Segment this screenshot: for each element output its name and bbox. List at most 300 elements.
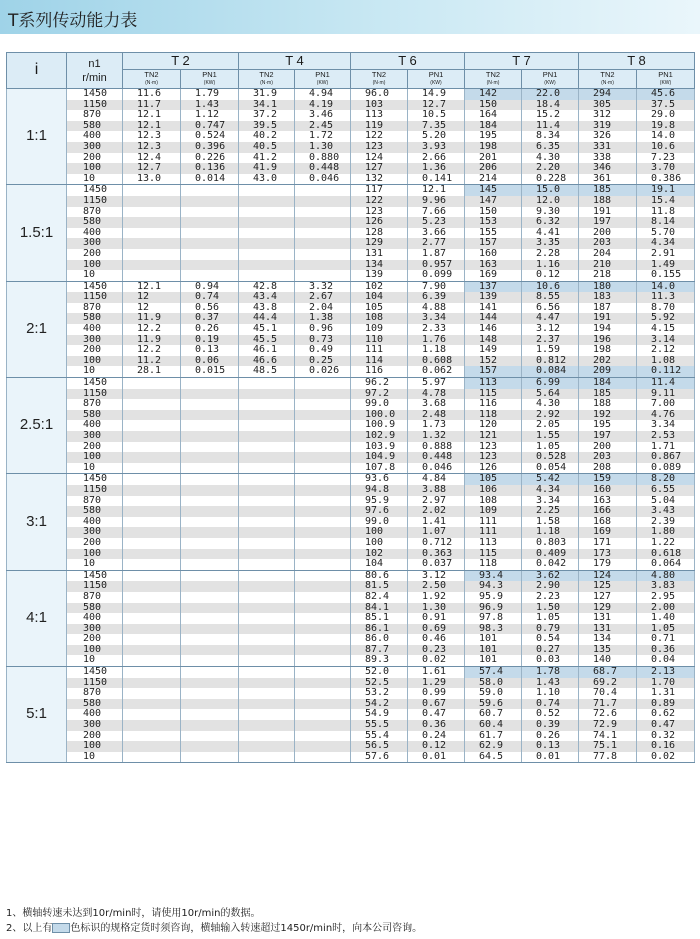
- speed-cell: 1150: [67, 196, 123, 207]
- value-cell: 361: [579, 174, 637, 185]
- value-cell: 3.62: [522, 570, 579, 581]
- speed-cell: 870: [67, 592, 123, 603]
- value-cell: 0.084: [522, 366, 579, 377]
- value-cell: 2.77: [408, 238, 465, 249]
- value-cell: [123, 624, 181, 635]
- value-cell: 108: [351, 313, 408, 324]
- value-cell: 105: [351, 303, 408, 314]
- value-cell: 0.13: [181, 345, 239, 356]
- value-cell: [123, 410, 181, 421]
- table-row: [7, 655, 695, 666]
- value-cell: [295, 517, 351, 528]
- value-cell: 294: [579, 89, 637, 100]
- value-cell: 46.6: [239, 356, 295, 367]
- value-cell: [123, 655, 181, 666]
- table-row: [7, 634, 695, 645]
- table-row: [7, 613, 695, 624]
- value-cell: [239, 410, 295, 421]
- table-row: [7, 324, 695, 335]
- value-cell: [295, 678, 351, 689]
- page-title: T系列传动能力表: [8, 11, 138, 31]
- torque-label: TN2: [371, 70, 387, 79]
- value-cell: [295, 228, 351, 239]
- value-cell: 4.19: [295, 100, 351, 111]
- value-cell: 0.037: [408, 559, 465, 570]
- value-cell: 0.026: [295, 366, 351, 377]
- speed-cell: 100: [67, 645, 123, 656]
- value-cell: 0.19: [181, 335, 239, 346]
- value-cell: [123, 452, 181, 463]
- table-row: [7, 463, 695, 474]
- value-cell: 166: [579, 506, 637, 517]
- speed-cell: 580: [67, 313, 123, 324]
- value-cell: [123, 731, 181, 742]
- value-cell: 39.5: [239, 121, 295, 132]
- value-cell: 60.4: [465, 720, 522, 731]
- value-cell: 8.55: [522, 292, 579, 303]
- value-cell: 11.7: [123, 100, 181, 111]
- value-cell: 53.2: [351, 688, 408, 699]
- value-cell: 184: [579, 378, 637, 389]
- value-cell: 196: [579, 335, 637, 346]
- value-cell: 1.71: [637, 442, 695, 453]
- header-input-speed-label: n1 r/min: [82, 57, 107, 84]
- value-cell: [181, 217, 239, 228]
- value-cell: 12: [123, 292, 181, 303]
- value-cell: 97.8: [465, 613, 522, 624]
- value-cell: [123, 270, 181, 281]
- value-cell: 2.05: [522, 420, 579, 431]
- value-cell: 0.96: [295, 324, 351, 335]
- value-cell: 148: [465, 335, 522, 346]
- value-cell: 198: [579, 345, 637, 356]
- value-cell: [181, 270, 239, 281]
- value-cell: [295, 624, 351, 635]
- table-row: [7, 624, 695, 635]
- value-cell: 57.6: [351, 752, 408, 763]
- table-row: [7, 270, 695, 281]
- value-cell: 106: [465, 485, 522, 496]
- table-row: [7, 752, 695, 763]
- value-cell: 101: [465, 655, 522, 666]
- value-cell: 93.6: [351, 474, 408, 485]
- value-cell: [123, 389, 181, 400]
- value-cell: [181, 485, 239, 496]
- value-cell: 111: [351, 345, 408, 356]
- value-cell: 2.12: [637, 345, 695, 356]
- speed-cell: 1450: [67, 378, 123, 389]
- value-cell: 15.2: [522, 110, 579, 121]
- value-cell: 3.34: [637, 420, 695, 431]
- value-cell: 2.50: [408, 581, 465, 592]
- speed-cell: 580: [67, 217, 123, 228]
- value-cell: [181, 517, 239, 528]
- value-cell: 96.9: [465, 603, 522, 614]
- value-cell: 1.16: [522, 260, 579, 271]
- speed-cell: 580: [67, 410, 123, 421]
- value-cell: [295, 603, 351, 614]
- speed-cell: 10: [67, 174, 123, 185]
- value-cell: 4.78: [408, 389, 465, 400]
- speed-cell: 870: [67, 110, 123, 121]
- value-cell: 2.04: [295, 303, 351, 314]
- value-cell: [123, 485, 181, 496]
- value-cell: 1.87: [408, 249, 465, 260]
- value-cell: [239, 442, 295, 453]
- ratio-cell: 1.5:1: [7, 185, 67, 281]
- value-cell: 2.00: [637, 603, 695, 614]
- value-cell: 0.74: [181, 292, 239, 303]
- value-cell: 82.4: [351, 592, 408, 603]
- table-row: [7, 238, 695, 249]
- value-cell: 113: [465, 378, 522, 389]
- value-cell: 191: [579, 313, 637, 324]
- value-cell: 0.136: [181, 163, 239, 174]
- value-cell: 4.30: [522, 399, 579, 410]
- value-cell: 0.409: [522, 549, 579, 560]
- value-cell: 8.20: [637, 474, 695, 485]
- value-cell: 152: [465, 356, 522, 367]
- value-cell: [295, 420, 351, 431]
- value-cell: [123, 613, 181, 624]
- value-cell: 1.80: [637, 527, 695, 538]
- value-cell: [123, 217, 181, 228]
- torque-unit: (N·m): [486, 80, 500, 86]
- value-cell: 111: [465, 517, 522, 528]
- value-cell: 94.8: [351, 485, 408, 496]
- value-cell: 2.66: [408, 153, 465, 164]
- value-cell: [295, 731, 351, 742]
- value-cell: 9.11: [637, 389, 695, 400]
- value-cell: 0.46: [408, 634, 465, 645]
- table-row: [7, 496, 695, 507]
- value-cell: 80.6: [351, 570, 408, 581]
- value-cell: 107.8: [351, 463, 408, 474]
- value-cell: 0.867: [637, 452, 695, 463]
- value-cell: [181, 389, 239, 400]
- value-cell: [239, 496, 295, 507]
- value-cell: 1.05: [522, 613, 579, 624]
- value-cell: [295, 752, 351, 763]
- value-cell: 1.43: [522, 678, 579, 689]
- table-row: [7, 474, 695, 485]
- value-cell: 6.39: [408, 292, 465, 303]
- ratio-cell: 2:1: [7, 281, 67, 377]
- highlight-swatch: [52, 923, 70, 933]
- value-cell: 195: [579, 420, 637, 431]
- value-cell: 129: [579, 603, 637, 614]
- value-cell: 85.1: [351, 613, 408, 624]
- value-cell: 135: [579, 645, 637, 656]
- value-cell: 0.089: [637, 463, 695, 474]
- value-cell: [181, 260, 239, 271]
- value-cell: 4.80: [637, 570, 695, 581]
- value-cell: [181, 667, 239, 678]
- torque-unit: (N·m): [260, 80, 273, 86]
- table-row: [7, 581, 695, 592]
- speed-cell: 580: [67, 699, 123, 710]
- speed-cell: 10: [67, 655, 123, 666]
- value-cell: 210: [579, 260, 637, 271]
- speed-cell: 1150: [67, 485, 123, 496]
- value-cell: [295, 592, 351, 603]
- value-cell: 0.015: [181, 366, 239, 377]
- value-cell: 2.90: [522, 581, 579, 592]
- value-cell: 1.78: [522, 667, 579, 678]
- value-cell: [239, 217, 295, 228]
- value-cell: 2.39: [637, 517, 695, 528]
- value-cell: 41.9: [239, 163, 295, 174]
- value-cell: 160: [579, 485, 637, 496]
- value-cell: [239, 709, 295, 720]
- value-cell: 1.50: [522, 603, 579, 614]
- value-cell: 5.64: [522, 389, 579, 400]
- value-cell: [123, 496, 181, 507]
- value-cell: [123, 570, 181, 581]
- value-cell: [295, 185, 351, 196]
- table-row: [7, 260, 695, 271]
- value-cell: [181, 678, 239, 689]
- value-cell: [123, 238, 181, 249]
- value-cell: 10.6: [522, 281, 579, 292]
- value-cell: 12.3: [123, 142, 181, 153]
- value-cell: [181, 752, 239, 763]
- value-cell: 13.0: [123, 174, 181, 185]
- value-cell: [239, 752, 295, 763]
- value-cell: 201: [465, 153, 522, 164]
- value-cell: 12.7: [408, 100, 465, 111]
- value-cell: 77.8: [579, 752, 637, 763]
- value-cell: [123, 592, 181, 603]
- value-cell: 0.396: [181, 142, 239, 153]
- value-cell: 1.61: [408, 667, 465, 678]
- value-cell: 14.9: [408, 89, 465, 100]
- value-cell: 86.1: [351, 624, 408, 635]
- value-cell: 1.59: [522, 345, 579, 356]
- value-cell: 1.49: [637, 260, 695, 271]
- table-row: [7, 89, 695, 100]
- value-cell: 0.52: [522, 709, 579, 720]
- value-cell: 19.1: [637, 185, 695, 196]
- speed-cell: 100: [67, 741, 123, 752]
- value-cell: 104: [351, 559, 408, 570]
- value-cell: [181, 655, 239, 666]
- value-cell: [239, 720, 295, 731]
- value-cell: 0.226: [181, 153, 239, 164]
- value-cell: 127: [351, 163, 408, 174]
- value-cell: [239, 474, 295, 485]
- value-cell: [181, 549, 239, 560]
- speed-cell: 10: [67, 270, 123, 281]
- value-cell: 45.6: [637, 89, 695, 100]
- speed-cell: 200: [67, 345, 123, 356]
- value-cell: 72.9: [579, 720, 637, 731]
- value-cell: 0.880: [295, 153, 351, 164]
- value-cell: [181, 624, 239, 635]
- value-cell: 0.054: [522, 463, 579, 474]
- speed-cell: 100: [67, 163, 123, 174]
- value-cell: 0.67: [408, 699, 465, 710]
- value-cell: 208: [579, 463, 637, 474]
- value-cell: 103: [351, 100, 408, 111]
- value-cell: [239, 517, 295, 528]
- table-row: [7, 207, 695, 218]
- speed-cell: 300: [67, 527, 123, 538]
- table-row: [7, 303, 695, 314]
- value-cell: 150: [465, 207, 522, 218]
- value-cell: 0.69: [408, 624, 465, 635]
- value-cell: 338: [579, 153, 637, 164]
- value-cell: 139: [351, 270, 408, 281]
- value-cell: 0.228: [522, 174, 579, 185]
- value-cell: 0.24: [408, 731, 465, 742]
- value-cell: [123, 517, 181, 528]
- value-cell: [239, 538, 295, 549]
- speed-cell: 1150: [67, 678, 123, 689]
- value-cell: 4.47: [522, 313, 579, 324]
- value-cell: 2.20: [522, 163, 579, 174]
- value-cell: [181, 207, 239, 218]
- speed-cell: 200: [67, 153, 123, 164]
- value-cell: 2.23: [522, 592, 579, 603]
- value-cell: 40.5: [239, 142, 295, 153]
- value-cell: 11.4: [522, 121, 579, 132]
- value-cell: [123, 645, 181, 656]
- value-cell: 183: [579, 292, 637, 303]
- value-cell: 0.79: [522, 624, 579, 635]
- value-cell: 108: [465, 496, 522, 507]
- value-cell: 81.5: [351, 581, 408, 592]
- value-cell: 1.38: [295, 313, 351, 324]
- value-cell: [239, 260, 295, 271]
- value-cell: 54.2: [351, 699, 408, 710]
- value-cell: [123, 538, 181, 549]
- value-cell: [123, 752, 181, 763]
- speed-cell: 100: [67, 356, 123, 367]
- value-cell: 61.7: [465, 731, 522, 742]
- table-row: [7, 431, 695, 442]
- value-cell: 56.5: [351, 741, 408, 752]
- value-cell: [239, 603, 295, 614]
- value-cell: 14.0: [637, 281, 695, 292]
- table-row: [7, 366, 695, 377]
- value-cell: 19.8: [637, 121, 695, 132]
- value-cell: 6.56: [522, 303, 579, 314]
- value-cell: 155: [465, 228, 522, 239]
- power-label: PN1: [315, 70, 330, 79]
- value-cell: 101: [465, 634, 522, 645]
- table-row: [7, 452, 695, 463]
- value-cell: [239, 463, 295, 474]
- value-cell: [181, 613, 239, 624]
- header-model-t4: T 4: [239, 53, 351, 70]
- speed-cell: 580: [67, 603, 123, 614]
- value-cell: [239, 238, 295, 249]
- value-cell: [239, 613, 295, 624]
- value-cell: 0.26: [522, 731, 579, 742]
- value-cell: 8.14: [637, 217, 695, 228]
- value-cell: 218: [579, 270, 637, 281]
- value-cell: 43.8: [239, 303, 295, 314]
- value-cell: 3.34: [522, 496, 579, 507]
- value-cell: [295, 431, 351, 442]
- value-cell: 153: [465, 217, 522, 228]
- value-cell: 1.08: [637, 356, 695, 367]
- header-torque: [351, 70, 408, 89]
- value-cell: 188: [579, 399, 637, 410]
- speed-cell: 400: [67, 613, 123, 624]
- value-cell: [295, 442, 351, 453]
- value-cell: 102.9: [351, 431, 408, 442]
- value-cell: 3.32: [295, 281, 351, 292]
- value-cell: [295, 249, 351, 260]
- value-cell: [239, 688, 295, 699]
- value-cell: 0.89: [637, 699, 695, 710]
- value-cell: 131: [579, 624, 637, 635]
- value-cell: 94.3: [465, 581, 522, 592]
- value-cell: 74.1: [579, 731, 637, 742]
- table-row: [7, 720, 695, 731]
- value-cell: [123, 474, 181, 485]
- value-cell: 44.4: [239, 313, 295, 324]
- ratio-cell: 1:1: [7, 89, 67, 185]
- speed-cell: 10: [67, 559, 123, 570]
- header-power: [637, 70, 695, 89]
- value-cell: 7.90: [408, 281, 465, 292]
- value-cell: 4.34: [637, 238, 695, 249]
- value-cell: [123, 228, 181, 239]
- speed-cell: 870: [67, 399, 123, 410]
- table-row: [7, 410, 695, 421]
- value-cell: [295, 399, 351, 410]
- value-cell: 4.41: [522, 228, 579, 239]
- value-cell: [295, 238, 351, 249]
- speed-cell: 300: [67, 431, 123, 442]
- header-torque: [239, 70, 295, 89]
- power-label: PN1: [428, 70, 444, 79]
- value-cell: 10.5: [408, 110, 465, 121]
- value-cell: 55.5: [351, 720, 408, 731]
- value-cell: 0.71: [637, 634, 695, 645]
- value-cell: 37.5: [637, 100, 695, 111]
- value-cell: [181, 378, 239, 389]
- value-cell: 7.23: [637, 153, 695, 164]
- value-cell: [239, 249, 295, 260]
- value-cell: 0.448: [295, 163, 351, 174]
- value-cell: 12.4: [123, 153, 181, 164]
- value-cell: [239, 678, 295, 689]
- table-row: [7, 217, 695, 228]
- table-row: [7, 549, 695, 560]
- value-cell: 0.23: [408, 645, 465, 656]
- value-cell: 0.618: [637, 549, 695, 560]
- value-cell: 2.67: [295, 292, 351, 303]
- value-cell: [295, 496, 351, 507]
- table-row: [7, 603, 695, 614]
- value-cell: 3.35: [522, 238, 579, 249]
- value-cell: 1.40: [637, 613, 695, 624]
- value-cell: 11.9: [123, 313, 181, 324]
- value-cell: [123, 506, 181, 517]
- value-cell: [295, 688, 351, 699]
- value-cell: 6.32: [522, 217, 579, 228]
- value-cell: 7.00: [637, 399, 695, 410]
- header-power: [522, 70, 579, 89]
- note-2: [6, 921, 696, 936]
- value-cell: [239, 667, 295, 678]
- value-cell: [181, 688, 239, 699]
- ratio-cell: 3:1: [7, 474, 67, 570]
